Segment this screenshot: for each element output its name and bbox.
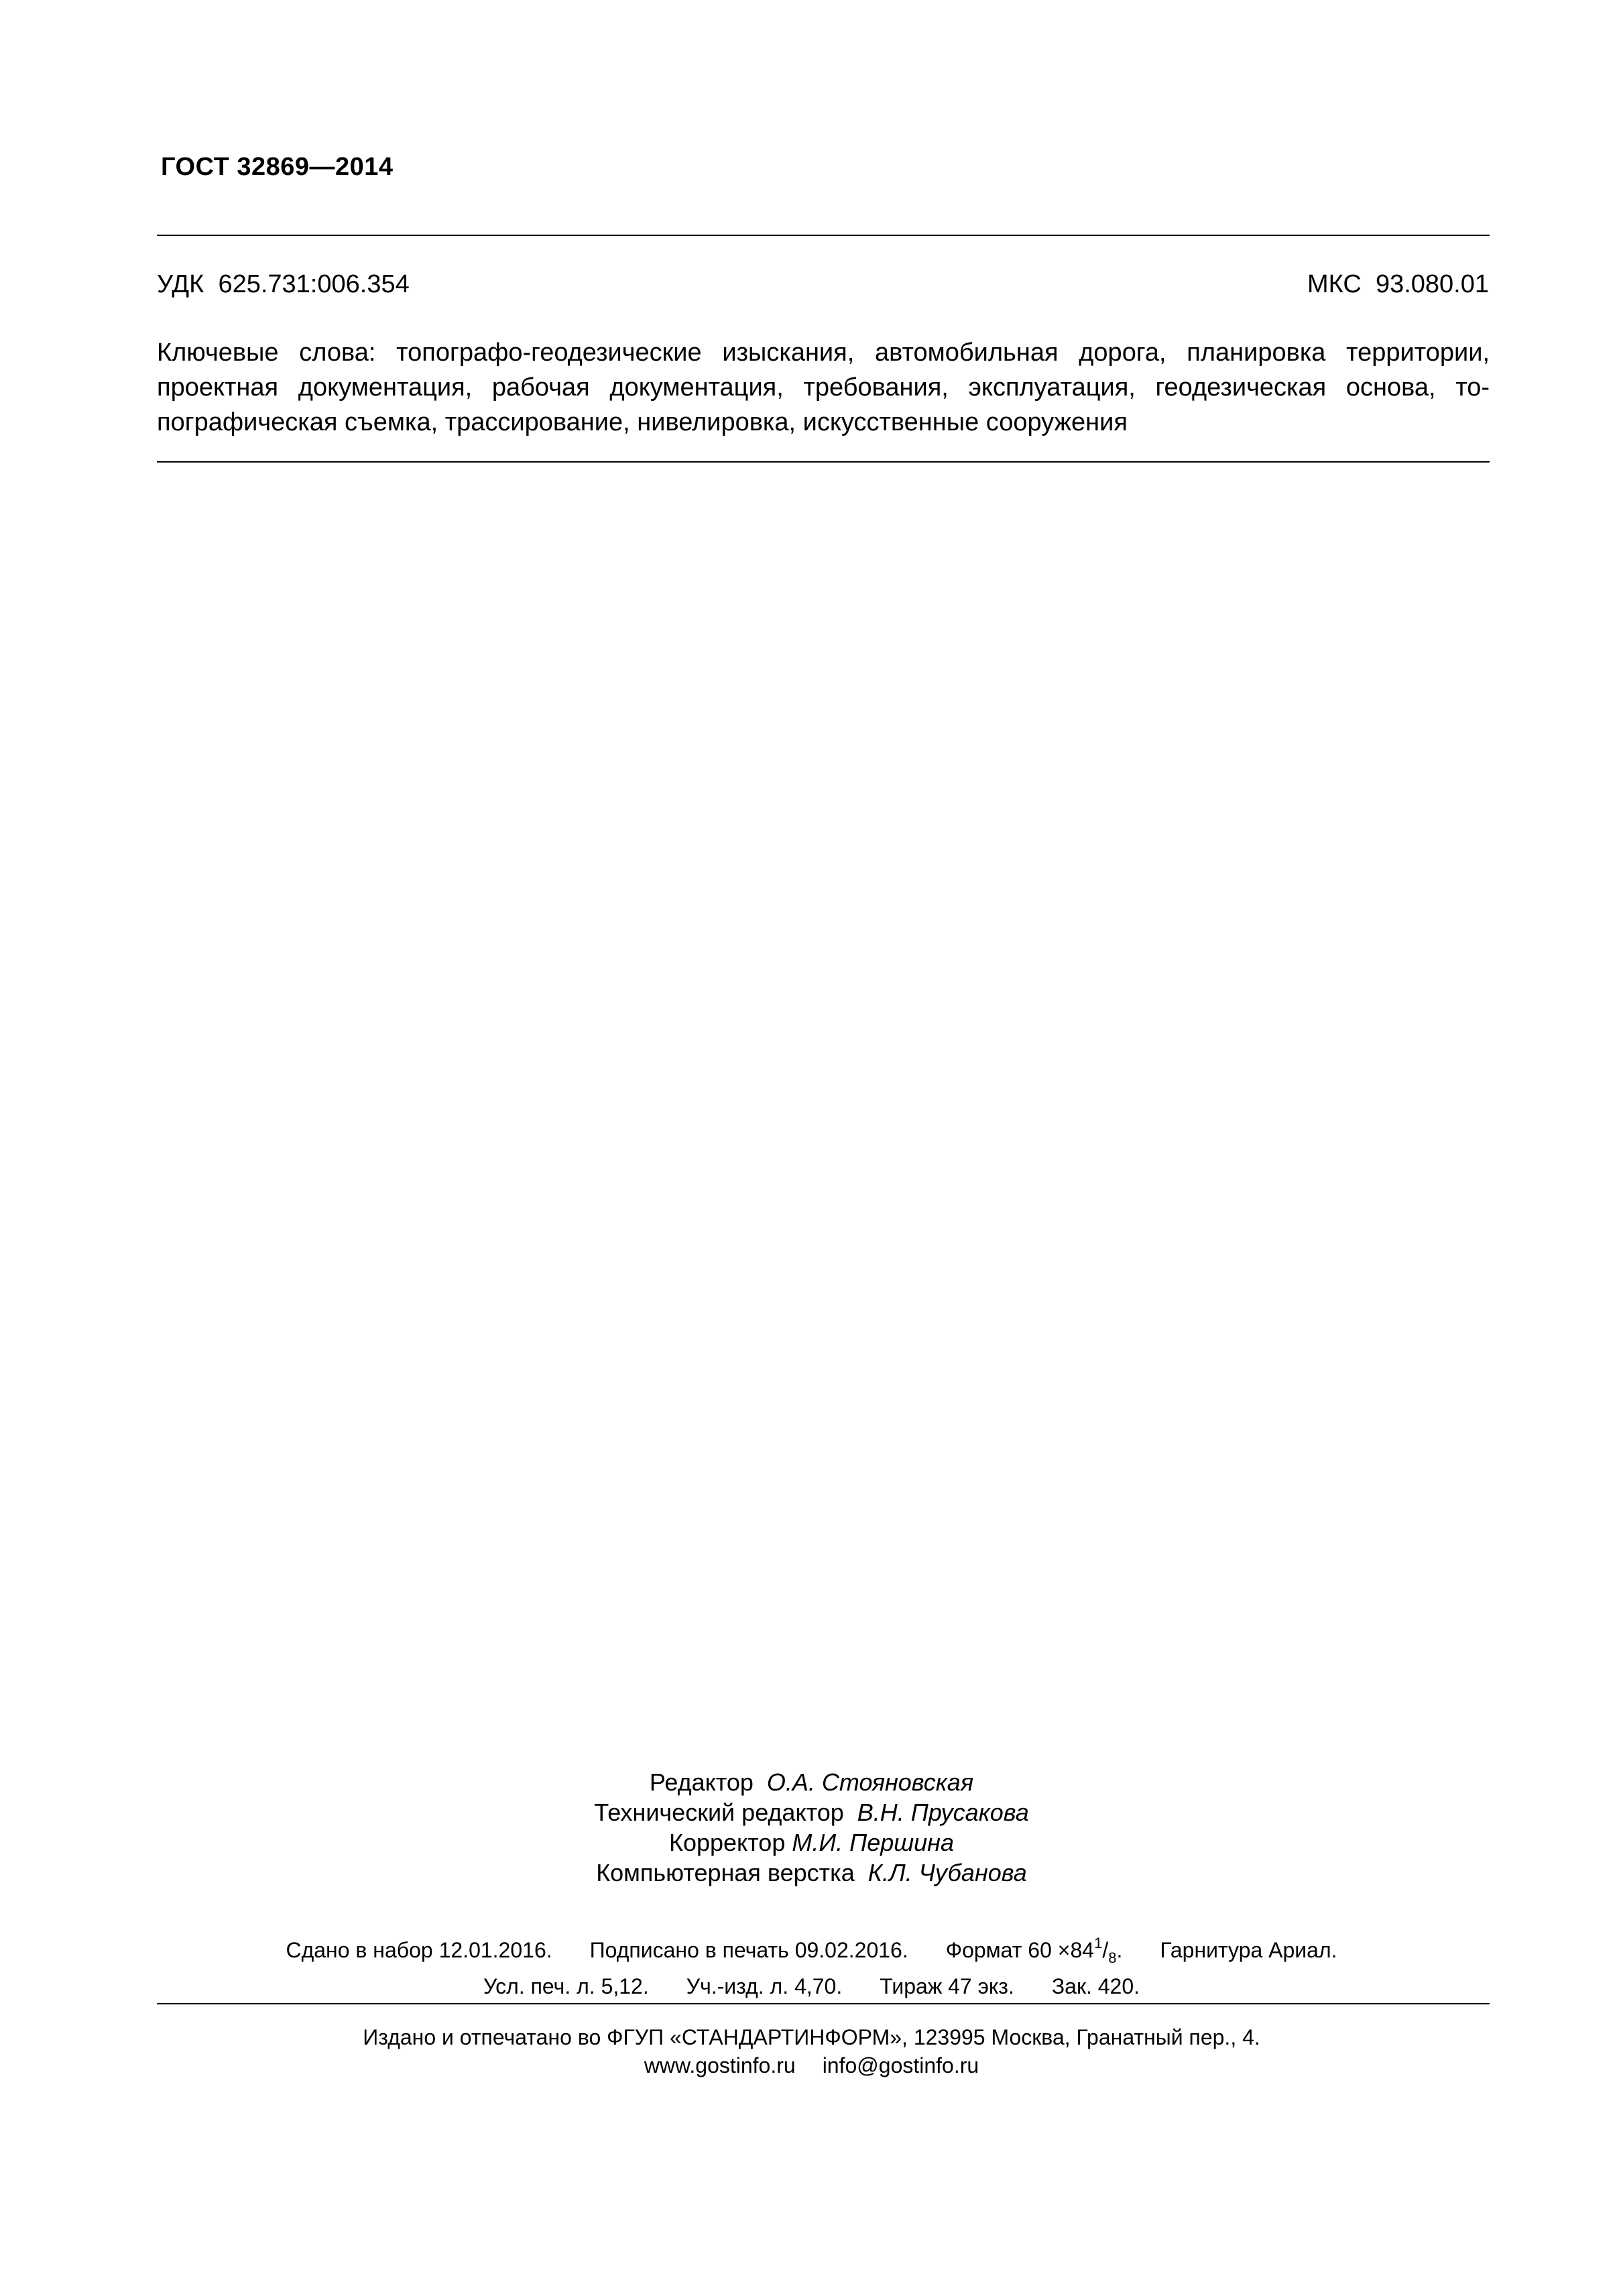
print-sheets: Усл. печ. л. 5,12.: [483, 1974, 649, 1998]
editor-credit: [0, 1767, 1623, 1797]
keywords-paragraph: [157, 335, 1490, 440]
corrector-label: Корректор: [669, 1829, 786, 1856]
typeface: Гарнитура Ариал.: [1160, 1938, 1337, 1962]
udk-value: 625.731:006.354: [218, 270, 410, 298]
keywords-divider: [157, 461, 1490, 463]
layout-credit: [0, 1858, 1623, 1888]
udk-code: [157, 270, 410, 299]
paper-format: Формат 60 ×84: [945, 1938, 1095, 1962]
publisher-contacts: [0, 2051, 1623, 2079]
format-slash: /: [1102, 1938, 1109, 1962]
staff-credits: [0, 1767, 1623, 1888]
top-divider: [157, 235, 1490, 236]
editor-label: Редактор: [649, 1768, 754, 1796]
keywords-line-3: пографическая съемка, трассирование, нивелировка, искусственные сооружения: [157, 408, 1128, 436]
mks-label: МКС: [1307, 270, 1362, 298]
publisher-sheets: Уч.-изд. л. 4,70.: [686, 1974, 843, 1998]
format-denominator: 8: [1108, 1949, 1117, 1966]
print-run: Тираж 47 экз.: [880, 1974, 1014, 1998]
format-end: .: [1116, 1938, 1123, 1962]
order-number: Зак. 420.: [1051, 1974, 1140, 1998]
corrector-name: М.И. Першина: [792, 1829, 954, 1856]
imprint-divider: [157, 2003, 1490, 2004]
publisher-line: Издано и отпечатано во ФГУП «СТАНДАРТИНФОРМ», 123995 Москва, Гранатный пер., 4.: [363, 2025, 1260, 2049]
keywords-line-1: Ключевые слова: топографо-геодезические изыскания, автомобильная дорога, планировка территории,: [157, 339, 1490, 367]
publisher-email: info@gostinfo.ru: [822, 2053, 979, 2077]
tech-editor-credit: [0, 1797, 1623, 1827]
editor-name: О.А. Стояновская: [766, 1768, 974, 1796]
mks-value: 93.080.01: [1375, 270, 1489, 298]
document-code: ГОСТ 32869—2014: [161, 153, 394, 181]
publisher-block: [0, 2023, 1623, 2079]
imprint-line-2: [0, 1972, 1623, 2000]
keywords-line-2: проектная документация, рабочая документация, требования, эксплуатация, геодезическая основа, то-: [157, 373, 1490, 402]
corrector-credit: [0, 1827, 1623, 1858]
tech-editor-name: В.Н. Прусакова: [857, 1799, 1029, 1826]
mks-code: [1307, 270, 1489, 299]
signed-date: Подписано в печать 09.02.2016.: [589, 1938, 908, 1962]
layout-name: К.Л. Чубанова: [867, 1859, 1027, 1886]
tech-editor-label: Технический редактор: [594, 1799, 844, 1826]
udk-label: УДК: [157, 270, 204, 298]
publisher-website: www.gostinfo.ru: [644, 2053, 796, 2077]
format-numerator: 1: [1094, 1935, 1103, 1951]
imprint-block: [0, 1929, 1623, 2000]
typeset-date: Сдано в набор 12.01.2016.: [286, 1938, 552, 1962]
imprint-line-1: [0, 1929, 1623, 1972]
layout-label: Компьютерная верстка: [596, 1859, 855, 1886]
